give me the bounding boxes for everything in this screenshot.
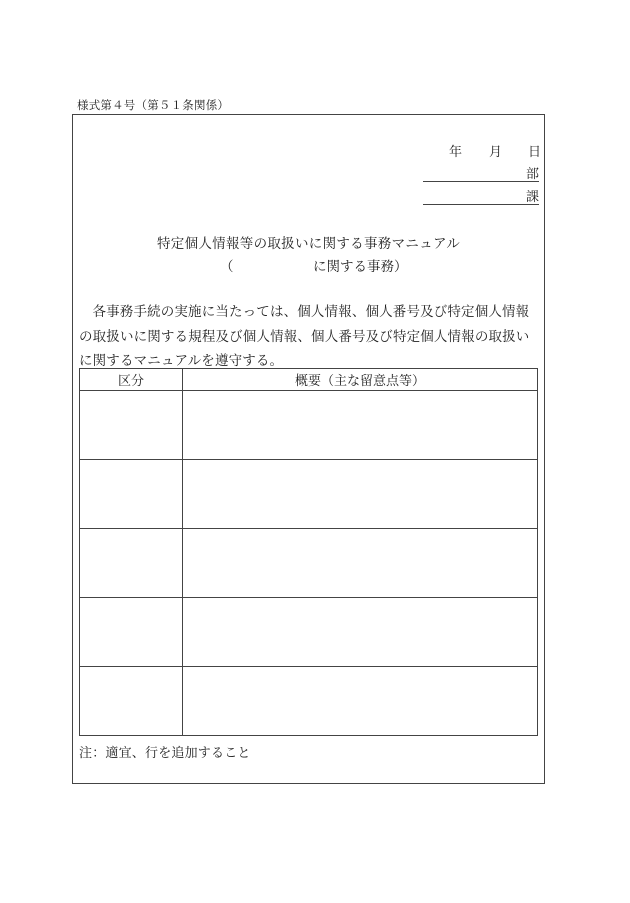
department-field[interactable] xyxy=(423,163,539,182)
date-year-label: 年 xyxy=(449,145,463,160)
table-row xyxy=(80,391,538,460)
manual-table xyxy=(79,368,538,736)
table-row xyxy=(80,598,538,667)
summary-cell[interactable] xyxy=(183,391,538,460)
section-field[interactable] xyxy=(423,186,539,205)
form-number-label: 様式第４号（第５１条関係） xyxy=(77,98,230,112)
category-cell[interactable] xyxy=(80,667,183,736)
summary-cell[interactable] xyxy=(183,598,538,667)
subtitle-text: に関する事務） xyxy=(313,259,408,275)
date-row xyxy=(440,141,544,159)
department-label: 部 xyxy=(525,167,539,182)
category-cell[interactable] xyxy=(80,391,183,460)
category-cell[interactable] xyxy=(80,529,183,598)
document-title: 特定個人情報等の取扱いに関する事務マニュアル xyxy=(156,236,461,252)
footnote: 注：適宜、行を追加すること xyxy=(79,746,251,761)
intro-paragraph: 各事務手続の実施に当たっては、個人情報、個人番号及び特定個人情報の取扱いに関する規程及び個人情報、個人番号及び特定個人情報の取扱いに関するマニュアルを遵守する。 xyxy=(79,304,530,369)
date-day-label: 日 xyxy=(528,145,542,160)
summary-cell[interactable] xyxy=(183,529,538,598)
table-row xyxy=(80,667,538,736)
document-subtitle xyxy=(220,255,420,275)
summary-cell[interactable] xyxy=(183,667,538,736)
date-month-label: 月 xyxy=(489,145,503,160)
category-cell[interactable] xyxy=(80,598,183,667)
column-header-category: 区分 xyxy=(80,369,183,391)
section-label: 課 xyxy=(525,190,539,205)
table-row xyxy=(80,460,538,529)
table-header-row xyxy=(80,369,538,391)
column-header-summary: 概要（主な留意点等） xyxy=(183,369,538,391)
summary-cell[interactable] xyxy=(183,460,538,529)
category-cell[interactable] xyxy=(80,460,183,529)
subtitle-paren-open: （ xyxy=(220,259,234,275)
table-row xyxy=(80,529,538,598)
